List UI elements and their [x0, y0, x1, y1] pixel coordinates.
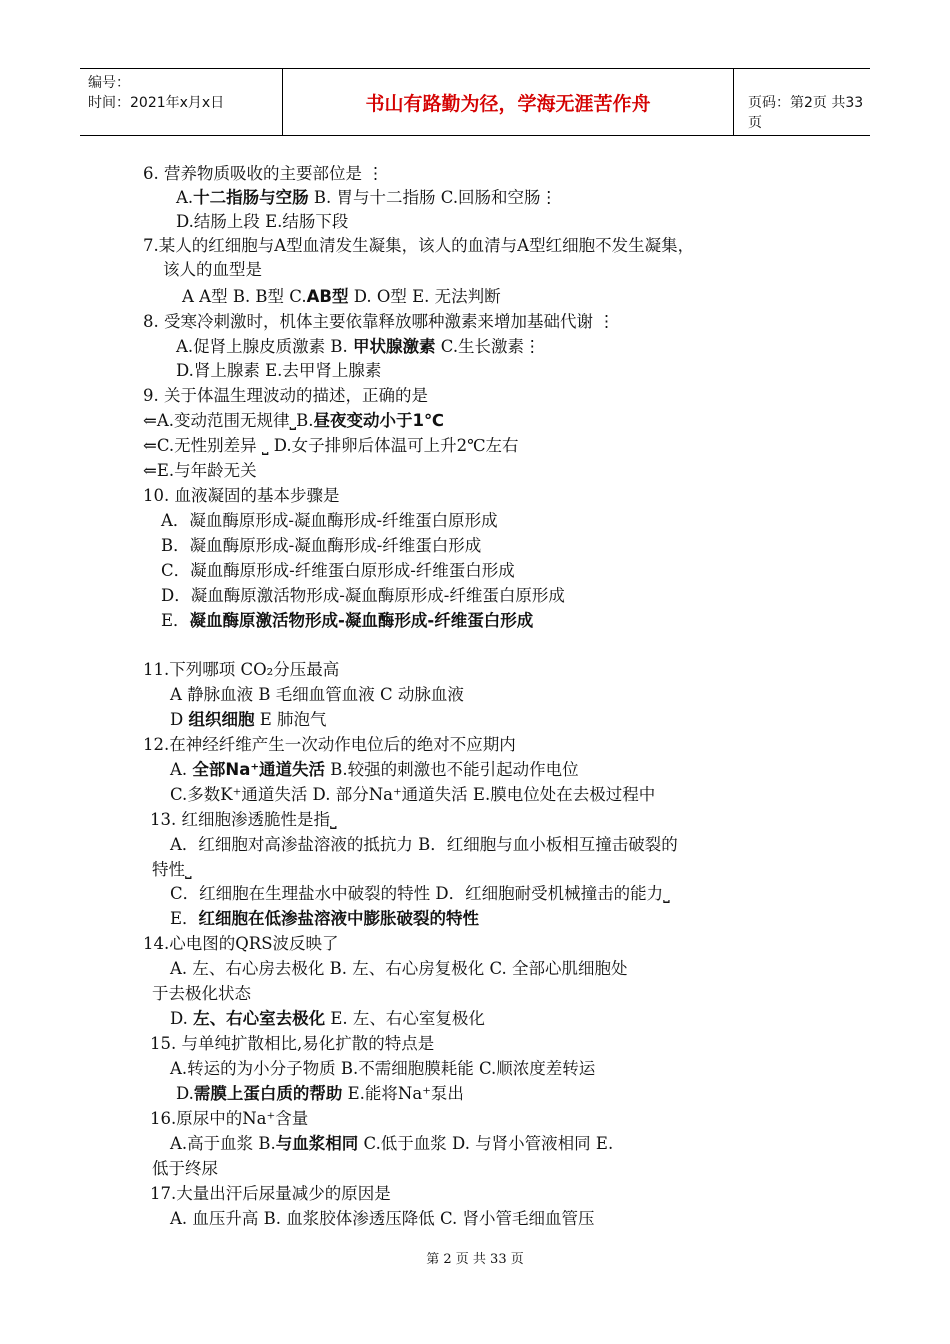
text-segment: 于去极化状态	[152, 984, 251, 1003]
text-line	[150, 808, 337, 832]
text-line	[143, 733, 516, 757]
text-segment: E．	[161, 611, 190, 630]
text-segment: B. 胃与十二指肠 C.回肠和空肠⋮	[308, 188, 558, 207]
text-line	[143, 658, 339, 682]
text-segment: 10. 血液凝固的基本步骤是	[143, 486, 340, 505]
answer-highlight: 十二指肠与空肠	[193, 188, 309, 207]
text-line	[161, 584, 565, 608]
text-segment: A A型 B. B型 C.	[182, 287, 307, 306]
answer-highlight: 甲状腺激素	[353, 337, 436, 356]
text-segment: A.	[170, 760, 193, 779]
text-segment: C．凝血酶原形成-纤维蛋白原形成-纤维蛋白形成	[161, 561, 515, 580]
text-line	[163, 258, 262, 282]
answer-highlight: 全部Na⁺通道失活	[192, 760, 326, 779]
text-line	[176, 335, 541, 359]
page-header	[80, 68, 870, 136]
answer-highlight: 与血浆相同	[275, 1134, 359, 1153]
text-line	[170, 1207, 595, 1231]
text-segment: 17.大量出汗后尿量减少的原因是	[150, 1184, 391, 1203]
text-segment: 低于终尿	[152, 1159, 218, 1178]
text-segment: C.生长激素⋮	[435, 337, 541, 356]
text-line	[161, 509, 498, 533]
text-segment: E 肺泡气	[254, 710, 327, 729]
text-segment: A.	[176, 188, 194, 207]
text-line	[176, 186, 557, 210]
text-segment: A．红细胞对高渗盐溶液的抵抗力 B．红细胞与血小板相互撞击破裂的	[170, 835, 678, 854]
text-segment: A.转运的为小分子物质 B.不需细胞膜耗能 C.顺浓度差转运	[170, 1059, 596, 1078]
text-segment: C．红细胞在生理盐水中破裂的特性 D．红细胞耐受机械撞击的能力⎵	[170, 884, 670, 903]
text-segment: D. O型 E. 无法判断	[348, 287, 501, 306]
answer-highlight: 需膜上蛋白质的帮助	[193, 1084, 343, 1103]
text-segment: A. 左、右心房去极化 B. 左、右心房复极化 C. 全部心肌细胞处	[170, 959, 628, 978]
text-line	[182, 285, 501, 309]
text-segment: C.低于血浆 D. 与肾小管液相同 E.	[358, 1134, 614, 1153]
answer-highlight: 左、右心室去极化	[193, 1009, 326, 1028]
text-line	[161, 609, 533, 633]
text-line	[170, 1132, 613, 1156]
text-segment: 15. 与单纯扩散相比,易化扩散的特点是	[150, 1034, 435, 1053]
text-line	[143, 162, 384, 186]
text-segment: 16.原尿中的Na⁺含量	[150, 1109, 309, 1128]
answer-highlight: 组织细胞	[188, 710, 255, 729]
text-segment: A 静脉血液 B 毛细血管血液 C 动脉血液	[170, 685, 464, 704]
text-line	[143, 434, 519, 458]
text-line	[152, 982, 251, 1006]
text-segment: ⇐E.与年龄无关	[143, 461, 257, 480]
text-line	[150, 1107, 308, 1131]
text-line	[161, 534, 481, 558]
text-segment: 8. 受寒冷刺激时，机体主要依靠释放哪种激素来增加基础代谢 ⋮	[143, 312, 615, 331]
text-line	[170, 882, 670, 906]
answer-highlight: 红细胞在低渗盐溶液中膨胀破裂的特性	[198, 909, 480, 928]
time-label: 时间：2021年x月x日	[88, 95, 225, 111]
text-line	[170, 1057, 595, 1081]
header-motto: 书山有路勤为径，学海无涯苦作舟	[282, 69, 734, 135]
text-segment: D．凝血酶原激活物形成-凝血酶原形成-纤维蛋白原形成	[161, 586, 565, 605]
text-segment: E.能将Na⁺泵出	[342, 1084, 464, 1103]
text-segment: E. 左、右心室复极化	[325, 1009, 485, 1028]
text-segment: B．凝血酶原形成-凝血酶形成-纤维蛋白形成	[161, 536, 482, 555]
text-segment: A.促肾上腺皮质激素 B.	[176, 337, 354, 356]
answer-highlight: 昼夜变动小于1℃	[313, 411, 444, 430]
text-segment: 该人的血型是	[163, 260, 262, 279]
text-line	[170, 783, 655, 807]
text-line	[161, 559, 515, 583]
text-segment: D.肾上腺素 E.去甲肾上腺素	[176, 361, 382, 380]
text-segment: 11.下列哪项 CO₂分压最高	[143, 660, 340, 679]
header-meta	[88, 73, 224, 113]
text-segment: 13. 红细胞渗透脆性是指⎵	[150, 810, 337, 829]
text-line	[143, 932, 339, 956]
text-segment: E．	[170, 909, 199, 928]
text-line	[176, 210, 348, 234]
text-segment: 7.某人的红细胞与A型血清发生凝集，该人的血清与A型红细胞不发生凝集，	[143, 236, 695, 255]
text-segment: A．凝血酶原形成-凝血酶形成-纤维蛋白原形成	[161, 511, 498, 530]
text-line	[143, 384, 428, 408]
text-segment: A. 血压升高 B. 血浆胶体渗透压降低 C. 肾小管毛细血管压	[170, 1209, 595, 1228]
text-line	[143, 409, 444, 433]
text-line	[170, 683, 464, 707]
text-segment: ⇐C.无性别差异 ⎵ D.女子排卵后体温可上升2℃左右	[143, 436, 519, 455]
text-line	[170, 907, 479, 931]
text-line	[176, 359, 381, 383]
text-segment: 9. 关于体温生理波动的描述，正确的是	[143, 386, 428, 405]
text-segment: D.	[176, 1084, 194, 1103]
text-line	[143, 234, 694, 258]
text-segment: B.较强的刺激也不能引起动作电位	[325, 760, 579, 779]
page-label: 页码：第2页 共33页	[748, 95, 864, 131]
text-line	[150, 1182, 391, 1206]
text-line	[150, 1032, 434, 1056]
page-footer: 第 2 页 共 33 页	[426, 1252, 524, 1267]
number-label: 编号：	[88, 75, 130, 91]
text-segment: ⇐A.变动范围无规律⎵B.	[143, 411, 314, 430]
text-line	[170, 1007, 485, 1031]
answer-highlight: 凝血酶原激活物形成-凝血酶形成-纤维蛋白形成	[189, 611, 534, 630]
text-segment: D	[170, 710, 189, 729]
text-line	[170, 833, 678, 857]
text-segment: D.结肠上段 E.结肠下段	[176, 212, 349, 231]
text-segment: C.多数K⁺通道失活 D. 部分Na⁺通道失活 E.膜电位处在去极过程中	[170, 785, 656, 804]
text-segment: 14.心电图的QRS波反映了	[143, 934, 339, 953]
text-segment: 特性⎵	[152, 860, 192, 879]
text-line	[152, 1157, 218, 1181]
text-line	[143, 459, 257, 483]
text-segment: 12.在神经纤维产生一次动作电位后的绝对不应期内	[143, 735, 516, 754]
text-line	[143, 484, 340, 508]
text-line	[143, 310, 615, 334]
text-line	[170, 758, 579, 782]
answer-highlight: AB型	[306, 287, 349, 306]
text-line	[170, 708, 327, 732]
text-segment: A.高于血浆 B.	[170, 1134, 276, 1153]
text-line	[176, 1082, 464, 1106]
text-segment: 6. 营养物质吸收的主要部位是 ⋮	[143, 164, 384, 183]
text-segment: D.	[170, 1009, 194, 1028]
text-line	[170, 957, 628, 981]
text-line	[152, 858, 192, 882]
